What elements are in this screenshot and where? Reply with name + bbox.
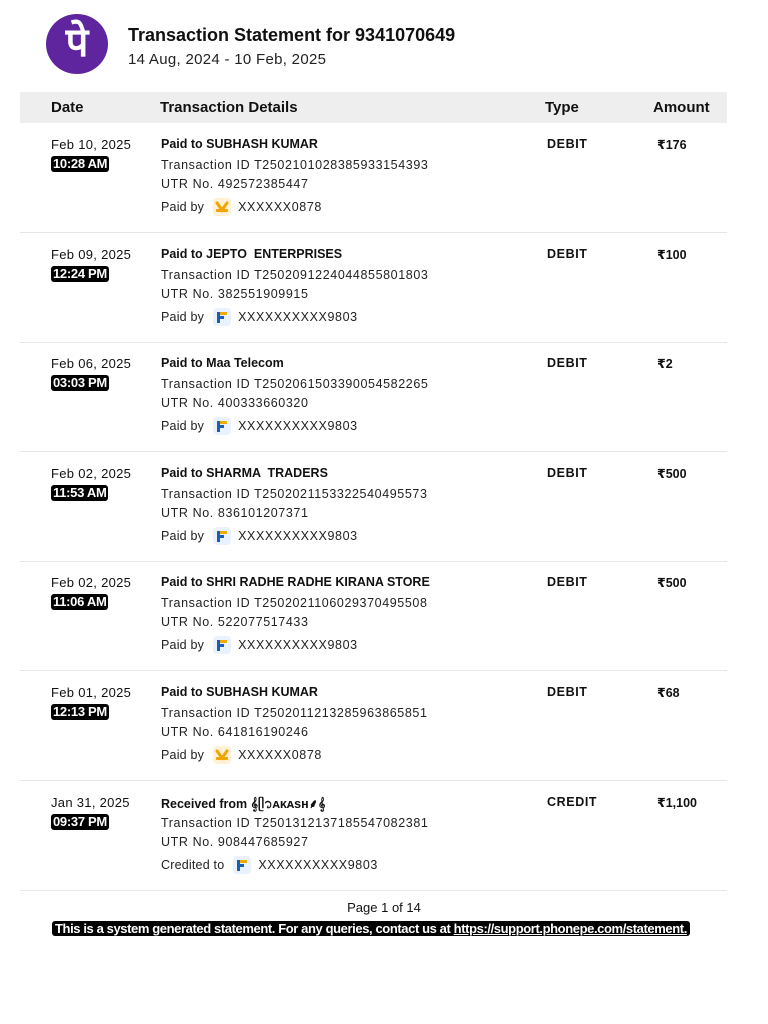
- party-name: SHARMA TRADERS: [206, 465, 328, 480]
- txn-party: [161, 137, 318, 151]
- txn-utr: UTR No. 522077517433: [161, 615, 309, 630]
- txn-account: [161, 416, 358, 436]
- party-prefix: Received from: [161, 796, 248, 811]
- txn-id: Transaction ID T2502021106029370495508: [161, 596, 428, 611]
- txn-time: 12:24 PM: [53, 265, 107, 281]
- account-label: Paid by: [161, 528, 205, 543]
- footer-note: [52, 921, 690, 936]
- txn-utr: UTR No. 400333660320: [161, 396, 309, 411]
- txn-date: Feb 02, 2025: [51, 465, 132, 481]
- txn-date: Feb 06, 2025: [51, 356, 132, 372]
- txn-type: DEBIT: [547, 465, 588, 480]
- txn-account: [161, 526, 358, 546]
- party-name: 𝄞ᥫ᭡ᴀᴋᴀsʜ⸙𝄞: [250, 796, 326, 811]
- column-amount: Amount: [653, 99, 710, 116]
- txn-id: Transaction ID T2502091224044855801803: [161, 267, 429, 282]
- txn-amount: ₹500: [657, 576, 687, 591]
- txn-party: [161, 466, 328, 480]
- txn-party: [161, 356, 284, 370]
- page-number: Page 1 of 14: [347, 900, 421, 915]
- account-label: Paid by: [161, 638, 205, 653]
- party-prefix: Paid to: [161, 685, 203, 699]
- txn-date: Feb 10, 2025: [51, 137, 132, 152]
- txn-type: DEBIT: [547, 137, 588, 151]
- txn-time: 09:37 PM: [53, 813, 107, 829]
- column-transaction-details: Transaction Details: [160, 99, 298, 116]
- account-label: Paid by: [161, 419, 205, 434]
- table-row: [20, 123, 727, 233]
- txn-party: [161, 795, 325, 818]
- txn-id: Transaction ID T2502021153322540495573: [161, 486, 428, 501]
- party-name: SUBHASH KUMAR: [206, 685, 318, 699]
- bank-icon: [212, 635, 232, 655]
- account-number: XXXXXXXXXX9803: [238, 309, 358, 324]
- statement-title: Transaction Statement for 9341070649: [128, 25, 456, 45]
- table-row: [20, 671, 727, 781]
- account-label: Paid by: [161, 200, 205, 214]
- txn-type: DEBIT: [547, 246, 588, 261]
- account-number: XXXXXX0878: [238, 200, 322, 214]
- table-header: [20, 92, 727, 123]
- txn-amount: ₹500: [657, 466, 687, 481]
- bank-icon: [212, 526, 232, 546]
- wallet-icon: [212, 745, 232, 765]
- bank-icon: [232, 855, 252, 875]
- txn-type: DEBIT: [547, 356, 588, 371]
- account-number: XXXXXXXXXX9803: [238, 638, 358, 653]
- party-prefix: Paid to: [161, 137, 203, 151]
- account-number: XXXXXXXXXX9803: [238, 419, 358, 434]
- account-label: Credited to: [161, 857, 225, 872]
- txn-utr: UTR No. 836101207371: [161, 505, 309, 520]
- statement-period: 14 Aug, 2024 - 10 Feb, 2025: [128, 51, 327, 68]
- table-row: [20, 781, 727, 891]
- txn-time: 03:03 PM: [53, 375, 107, 391]
- column-date: Date: [51, 99, 84, 116]
- txn-party: [161, 685, 318, 699]
- txn-amount: ₹100: [657, 247, 687, 262]
- table-row: [20, 233, 727, 343]
- table-row: [20, 342, 727, 452]
- txn-amount: ₹2: [657, 357, 673, 372]
- txn-account: [161, 197, 322, 217]
- txn-id: Transaction ID T2502101028385933154393: [161, 158, 429, 172]
- statement-header: [46, 14, 726, 74]
- txn-date: Feb 09, 2025: [51, 246, 132, 262]
- account-label: Paid by: [161, 309, 205, 324]
- footer-note-text: This is a system generated statement. For any queries, contact us at: [55, 921, 451, 936]
- party-prefix: Paid to: [161, 246, 203, 261]
- party-name: JEPTO ENTERPRISES: [206, 246, 343, 261]
- party-name: Maa Telecom: [206, 356, 284, 371]
- txn-time: 11:06 AM: [53, 594, 107, 610]
- txn-date: Jan 31, 2025: [51, 794, 130, 810]
- txn-account: [161, 745, 322, 765]
- txn-type: DEBIT: [547, 685, 588, 699]
- txn-utr: UTR No. 641816190246: [161, 725, 309, 739]
- txn-party: [161, 575, 430, 589]
- txn-utr: UTR No. 382551909915: [161, 286, 309, 301]
- party-name: SUBHASH KUMAR: [206, 137, 318, 151]
- txn-time: 11:53 AM: [53, 484, 107, 500]
- txn-account: [161, 855, 378, 875]
- table-row: [20, 561, 727, 671]
- account-label: Paid by: [161, 748, 205, 762]
- txn-utr: UTR No. 492572385447: [161, 177, 309, 191]
- party-prefix: Paid to: [161, 575, 203, 590]
- txn-party: [161, 247, 342, 261]
- txn-type: CREDIT: [547, 794, 598, 809]
- support-link[interactable]: https://support.phonepe.com/statement.: [453, 921, 687, 936]
- account-number: XXXXXXXXXX9803: [258, 857, 378, 872]
- table-row: [20, 452, 727, 562]
- txn-id: Transaction ID T2502011213285963865851: [161, 706, 428, 720]
- bank-icon: [212, 416, 232, 436]
- txn-date: Feb 02, 2025: [51, 575, 132, 591]
- txn-utr: UTR No. 908447685927: [161, 834, 309, 849]
- txn-type: DEBIT: [547, 575, 588, 590]
- txn-account: [161, 635, 358, 655]
- txn-id: Transaction ID T2501312137185547082381: [161, 815, 429, 830]
- account-number: XXXXXX0878: [238, 748, 322, 762]
- txn-amount: ₹1,100: [657, 795, 697, 810]
- txn-amount: ₹68: [657, 686, 680, 700]
- txn-time: 12:13 PM: [53, 704, 107, 719]
- account-number: XXXXXXXXXX9803: [238, 528, 358, 543]
- txn-id: Transaction ID T2502061503390054582265: [161, 377, 429, 392]
- party-prefix: Paid to: [161, 465, 203, 480]
- party-name: SHRI RADHE RADHE KIRANA STORE: [206, 575, 430, 590]
- txn-time: 10:28 AM: [53, 156, 108, 171]
- column-type: Type: [545, 99, 579, 116]
- bank-icon: [212, 307, 232, 327]
- txn-amount: ₹176: [657, 138, 687, 152]
- party-prefix: Paid to: [161, 356, 203, 371]
- txn-account: [161, 307, 358, 327]
- phonepe-logo: पे: [46, 14, 108, 74]
- txn-date: Feb 01, 2025: [51, 685, 132, 700]
- wallet-icon: [212, 197, 232, 217]
